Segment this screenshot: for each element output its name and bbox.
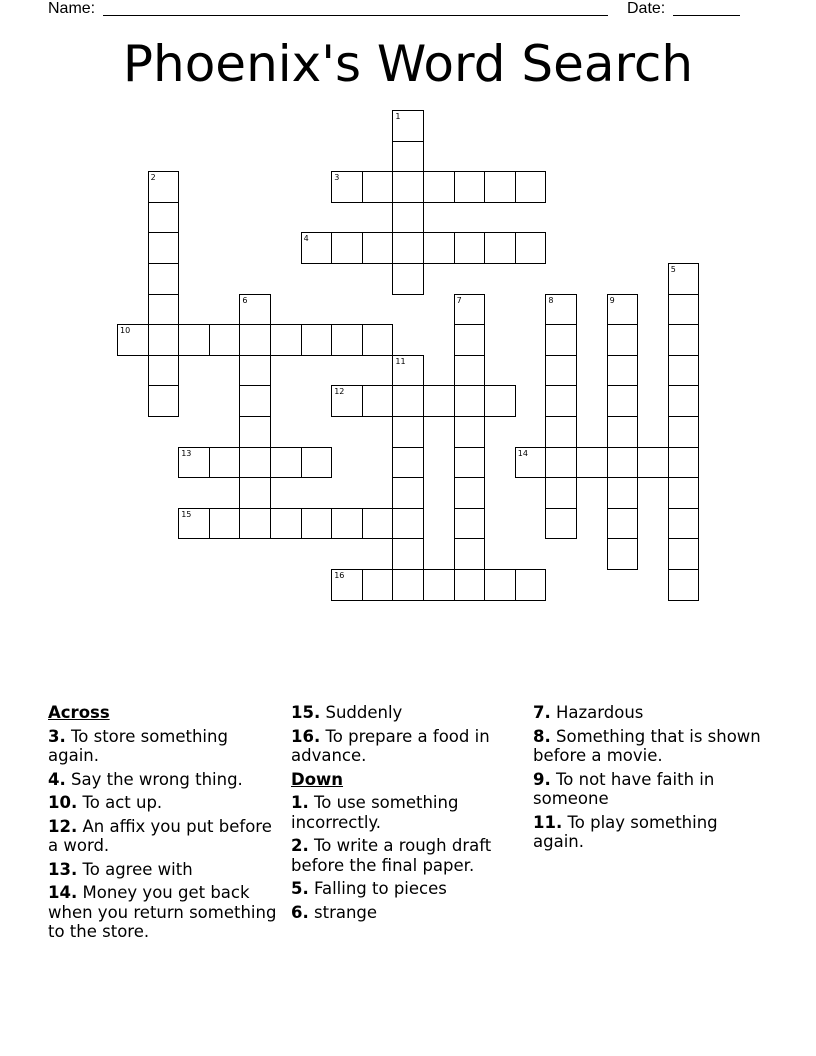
grid-cell[interactable] — [392, 141, 424, 173]
clue-number: 7. — [533, 703, 551, 722]
grid-cell[interactable] — [239, 477, 271, 509]
clue-number: 4. — [48, 769, 66, 789]
grid-cell[interactable] — [331, 508, 363, 540]
grid-cell[interactable] — [545, 324, 577, 356]
clue-text: strange — [314, 902, 378, 922]
grid-cell[interactable] — [392, 538, 424, 570]
grid-cell[interactable] — [668, 355, 700, 387]
clue-text: To store something again. — [48, 726, 228, 765]
grid-cell[interactable] — [392, 416, 424, 448]
cell-number: 8 — [548, 295, 554, 305]
header — [48, 0, 748, 20]
cell-number: 1 — [395, 112, 401, 121]
grid-cell[interactable] — [301, 508, 333, 540]
grid-cell[interactable] — [392, 508, 424, 540]
down-heading: Down — [291, 769, 344, 789]
grid-cell[interactable] — [607, 538, 639, 570]
grid-cell[interactable] — [362, 232, 394, 264]
grid-cell[interactable] — [392, 569, 424, 601]
grid-cell[interactable] — [454, 385, 486, 417]
name-field[interactable] — [103, 15, 608, 16]
grid-cell[interactable] — [362, 385, 394, 417]
cell-number: 14 — [517, 448, 528, 458]
clue-number: 15. — [291, 703, 321, 722]
across-heading: Across — [48, 703, 110, 722]
grid-cell[interactable] — [270, 508, 302, 540]
grid-cell[interactable] — [545, 508, 577, 540]
clues-column-2 — [291, 703, 521, 926]
clue-number: 3. — [48, 726, 66, 746]
grid-cell[interactable] — [545, 385, 577, 417]
clue-number: 8. — [533, 726, 551, 746]
grid-cell[interactable] — [515, 569, 547, 601]
date-label: Date: — [627, 0, 666, 17]
grid-cell[interactable] — [454, 538, 486, 570]
clues-column-1 — [48, 703, 278, 946]
grid-cell[interactable] — [545, 477, 577, 509]
grid-cell[interactable] — [148, 294, 180, 326]
grid-cell[interactable] — [331, 324, 363, 356]
grid-cell[interactable] — [454, 508, 486, 540]
clue-down-1 — [291, 793, 521, 832]
grid-cell[interactable] — [392, 385, 424, 417]
grid-cell[interactable] — [209, 508, 241, 540]
grid-cell[interactable] — [209, 324, 241, 356]
grid-cell[interactable] — [668, 538, 700, 570]
grid-cell[interactable] — [392, 447, 424, 479]
grid-cell[interactable] — [392, 477, 424, 509]
grid-cell[interactable] — [668, 477, 700, 509]
grid-cell[interactable] — [423, 385, 455, 417]
clue-text: To prepare a food in advance. — [291, 726, 490, 765]
grid-cell[interactable] — [454, 416, 486, 448]
grid-cell[interactable] — [454, 171, 486, 203]
clue-down-2 — [291, 836, 521, 875]
grid-cell[interactable] — [454, 447, 486, 479]
clue-number: 10. — [48, 793, 78, 812]
grid-cell[interactable] — [392, 171, 424, 203]
grid-cell[interactable] — [668, 324, 700, 356]
grid-cell[interactable] — [392, 263, 424, 295]
clue-text: To act up. — [82, 793, 163, 812]
grid-cell[interactable] — [668, 416, 700, 448]
grid-cell[interactable] — [607, 447, 639, 479]
clue-text: Hazardous — [556, 703, 644, 722]
clue-number: 14. — [48, 883, 78, 902]
clue-text: Falling to pieces — [314, 879, 447, 898]
page-title: Phoenix's Word Search — [122, 35, 694, 93]
clue-text: Something that is shown before a movie. — [533, 726, 761, 765]
name-label: Name: — [48, 0, 96, 17]
clue-across-12 — [48, 817, 278, 856]
clue-across-16 — [291, 727, 521, 766]
grid-cell[interactable] — [454, 569, 486, 601]
cell-number: 15 — [181, 509, 192, 519]
grid-cell[interactable] — [392, 232, 424, 264]
clue-number: 1. — [291, 793, 309, 812]
clue-down-11 — [533, 813, 763, 852]
grid-cell[interactable] — [454, 232, 486, 264]
grid-cell[interactable] — [148, 202, 180, 234]
clue-text: Say the wrong thing. — [71, 769, 243, 789]
clue-across-10 — [48, 793, 278, 813]
grid-cell[interactable] — [270, 447, 302, 479]
clue-down-6 — [291, 903, 521, 923]
clue-number: 9. — [533, 769, 551, 789]
grid-cell[interactable] — [362, 324, 394, 356]
grid-cell[interactable] — [423, 569, 455, 601]
cell-number: 5 — [670, 265, 676, 274]
cell-number: 11 — [395, 356, 406, 366]
cell-number: 10 — [120, 326, 131, 336]
cell-number: 16 — [334, 571, 345, 580]
clue-across-14 — [48, 883, 278, 942]
grid-cell[interactable] — [148, 263, 180, 295]
clue-across-4 — [48, 770, 278, 790]
grid-cell[interactable] — [515, 232, 547, 264]
grid-cell[interactable] — [148, 385, 180, 417]
cell-number: 4 — [303, 234, 309, 244]
clue-down-5 — [291, 879, 521, 899]
cell-number: 13 — [181, 448, 192, 458]
grid-cell[interactable] — [607, 508, 639, 540]
grid-cell[interactable] — [362, 171, 394, 203]
date-field[interactable] — [673, 15, 740, 16]
grid-cell[interactable] — [607, 355, 639, 387]
clue-down-8 — [533, 727, 763, 766]
grid-cell[interactable] — [148, 355, 180, 387]
grid-cell[interactable] — [239, 447, 271, 479]
grid-cell[interactable] — [545, 355, 577, 387]
grid-cell[interactable] — [423, 171, 455, 203]
grid-cell[interactable] — [484, 385, 516, 417]
cell-number: 9 — [609, 295, 615, 305]
grid-cell[interactable] — [454, 324, 486, 356]
clue-text: To not have faith in someone — [533, 769, 715, 808]
cell-number: 2 — [150, 173, 156, 183]
grid-cell[interactable] — [148, 324, 180, 356]
clue-number: 2. — [291, 836, 309, 855]
grid-cell[interactable] — [148, 232, 180, 264]
grid-cell[interactable] — [239, 324, 271, 356]
grid-cell[interactable] — [607, 324, 639, 356]
cell-number: 12 — [334, 387, 345, 397]
clue-number: 11. — [533, 812, 563, 832]
clue-number: 5. — [291, 879, 309, 898]
grid-cell[interactable] — [484, 232, 516, 264]
cell-number: 7 — [456, 295, 462, 305]
clue-text: Money you get back when you return something to the store. — [48, 883, 277, 941]
grid-cell[interactable] — [301, 324, 333, 356]
grid-cell[interactable] — [423, 232, 455, 264]
grid-cell[interactable] — [239, 355, 271, 387]
grid-cell[interactable] — [362, 508, 394, 540]
clue-text: An affix you put before a word. — [48, 816, 272, 855]
grid-cell[interactable] — [668, 508, 700, 540]
grid-cell[interactable] — [270, 324, 302, 356]
clue-text: To agree with — [82, 859, 193, 879]
grid-cell[interactable] — [668, 569, 700, 601]
grid-cell[interactable] — [607, 477, 639, 509]
grid-cell[interactable] — [454, 477, 486, 509]
clues-column-3 — [533, 703, 763, 856]
grid-cell[interactable] — [301, 447, 333, 479]
grid-cell[interactable] — [239, 416, 271, 448]
grid-cell[interactable] — [454, 355, 486, 387]
grid-cell[interactable] — [576, 447, 608, 479]
clue-text: To play something again. — [533, 812, 718, 851]
cell-number: 6 — [242, 295, 248, 305]
grid-cell[interactable] — [209, 447, 241, 479]
clue-across-13 — [48, 860, 278, 880]
cell-number: 3 — [334, 173, 340, 183]
grid-cell[interactable] — [668, 294, 700, 326]
grid-cell[interactable] — [239, 385, 271, 417]
clue-down-9 — [533, 770, 763, 809]
clue-text: Suddenly — [325, 703, 403, 722]
grid-cell[interactable] — [607, 416, 639, 448]
grid-cell[interactable] — [484, 171, 516, 203]
clue-number: 12. — [48, 816, 78, 836]
clue-text: To use something incorrectly. — [291, 793, 459, 832]
grid-cell[interactable] — [392, 202, 424, 234]
grid-cell[interactable] — [607, 385, 639, 417]
grid-cell[interactable] — [362, 569, 394, 601]
grid-cell[interactable] — [545, 447, 577, 479]
clue-down-7 — [533, 703, 763, 723]
clue-number: 13. — [48, 859, 78, 879]
grid-cell[interactable] — [668, 385, 700, 417]
grid-cell[interactable] — [484, 569, 516, 601]
clue-number: 6. — [291, 902, 309, 922]
clue-across-15 — [291, 703, 521, 723]
grid-cell[interactable] — [668, 447, 700, 479]
clue-number: 16. — [291, 726, 321, 746]
grid-cell[interactable] — [331, 232, 363, 264]
grid-cell[interactable] — [178, 324, 210, 356]
clue-text: To write a rough draft before the final paper. — [291, 836, 492, 875]
grid-cell[interactable] — [637, 447, 669, 479]
grid-cell[interactable] — [545, 416, 577, 448]
grid-cell[interactable] — [515, 171, 547, 203]
grid-cell[interactable] — [239, 508, 271, 540]
clue-across-3 — [48, 727, 278, 766]
